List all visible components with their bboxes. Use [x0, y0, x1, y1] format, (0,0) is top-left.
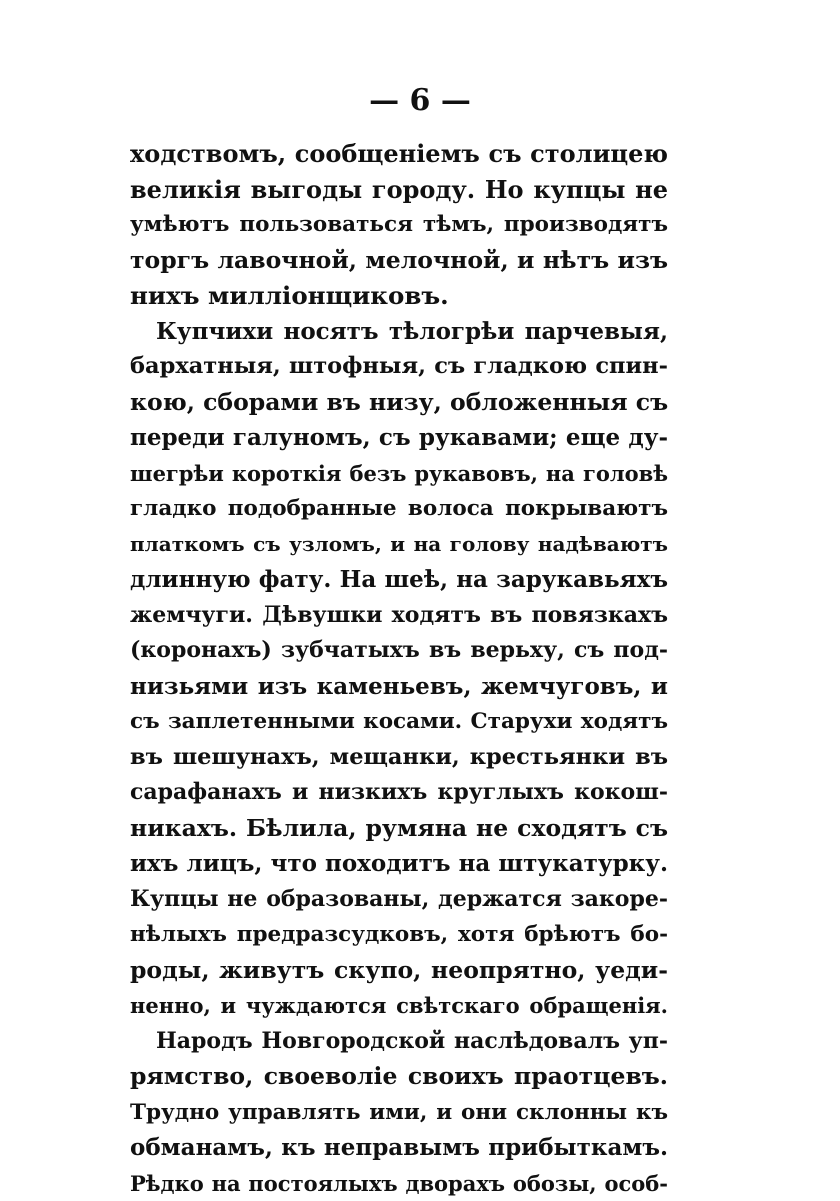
text-line: съ заплетенными косами. Старухи ходятъ [130, 704, 668, 740]
text-line: кою, сборами въ низу, обложенныя съ [130, 385, 668, 421]
text-line: Купчихи носятъ тѣлогрѣи парчевыя, [130, 314, 668, 350]
text-line: Купцы не образованы, держатся закоре- [130, 882, 668, 918]
text-line: Народъ Новгородской наслѣдовалъ уп- [130, 1024, 668, 1060]
text-line: сарафанахъ и низкихъ круглыхъ кокош- [130, 775, 668, 811]
text-line: шегрѣи короткія безъ рукавовъ, на головѣ [130, 456, 668, 492]
text-line: роды, живутъ скупо, неопрятно, уеди- [130, 953, 668, 989]
text-line: платкомъ съ узломъ, и на голову надѣваютъ [130, 527, 668, 563]
text-line: торгъ лавочной, мелочной, и нѣтъ изъ [130, 243, 668, 279]
text-line: великія выгоды городу. Но купцы не [130, 172, 668, 208]
text-line: ходствомъ, сообщеніемъ съ столицею [130, 136, 668, 172]
text-line: нѣлыхъ предразсудковъ, хотя брѣютъ бо- [130, 917, 668, 953]
text-line: ненно, и чуждаются свѣтскаго обращенія. [130, 988, 668, 1024]
text-line: ихъ лицъ, что походитъ на штукатурку. [130, 846, 668, 882]
text-line: никахъ. Бѣлила, румяна не сходятъ съ [130, 811, 668, 847]
text-line: рямство, своеволіе своихъ праотцевъ. [130, 1059, 668, 1095]
paragraph-2 [130, 314, 668, 1024]
paragraph-1 [130, 136, 668, 314]
page-number: — 6 — [0, 84, 840, 118]
text-line: обманамъ, къ неправымъ прибыткамъ. [130, 1130, 668, 1166]
body-text [130, 136, 668, 1201]
paragraph-3 [130, 1024, 668, 1201]
text-line: Рѣдко на постоялыхъ дворахъ обозы, особ- [130, 1166, 668, 1201]
text-line: гладко подобранные волоса покрываютъ [130, 491, 668, 527]
text-line: длинную фату. На шеѣ, на зарукавьяхъ [130, 562, 668, 598]
text-line: (коронахъ) зубчатыхъ въ верьху, съ под- [130, 633, 668, 669]
text-line: въ шешунахъ, мещанки, крестьянки въ [130, 740, 668, 776]
text-line: переди галуномъ, съ рукавами; еще ду- [130, 420, 668, 456]
text-line: умѣютъ пользоваться тѣмъ, производятъ [130, 207, 668, 243]
text-line: низьями изъ каменьевъ, жемчуговъ, и [130, 669, 668, 705]
text-line: нихъ милліонщиковъ. [130, 278, 668, 314]
text-line: Трудно управлять ими, и они склонны къ [130, 1095, 668, 1131]
text-line: бархатныя, штофныя, съ гладкою спин- [130, 349, 668, 385]
text-line: жемчуги. Дѣвушки ходятъ въ повязкахъ [130, 598, 668, 634]
